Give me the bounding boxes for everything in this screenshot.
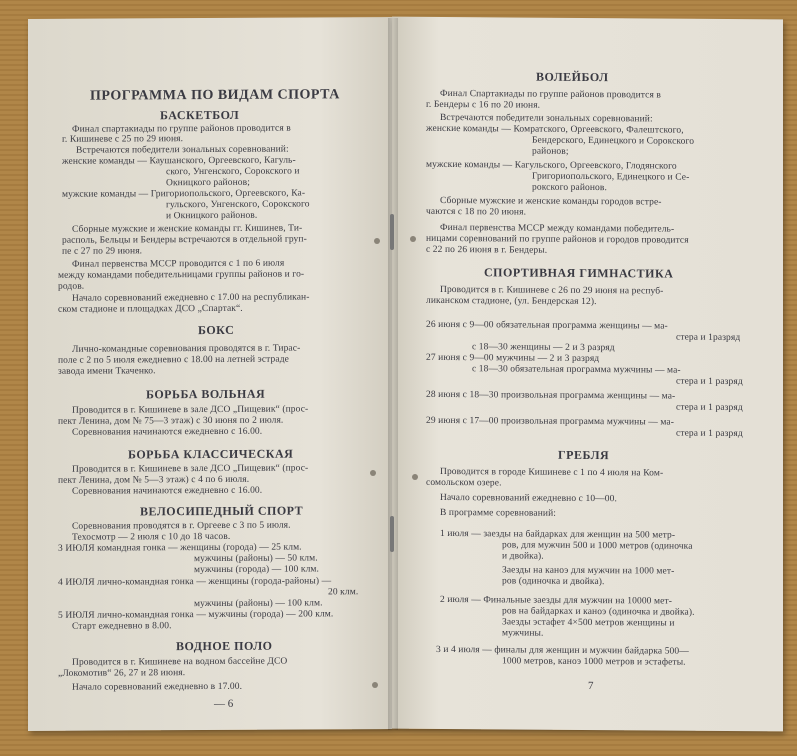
- freestyle-wrestling-line: пект Ленина, дом № 75—3 этаж) с 30 июня по 2 июля.: [58, 415, 284, 427]
- basketball-line: мужские команды — Григориопольского, Оргеевского, Ка-: [62, 188, 306, 200]
- basketball-line: женские команды — Каушанского, Оргеевского, Кагуль-: [62, 155, 296, 167]
- punch-hole: [372, 682, 378, 688]
- gymnastics-line: 28 июня с 18—30 произвольная программа женщины — ма-: [426, 389, 676, 402]
- gymnastics-line: 27 июня с 9—00 мужчины — 2 и 3 разряд: [426, 352, 600, 365]
- gymnastics-line: стера и 1 разряд: [676, 376, 743, 388]
- water-polo-heading: ВОДНОЕ ПОЛО: [176, 638, 273, 654]
- water-polo-line: Проводится в г. Кишиневе на водном бассейне ДСО: [72, 656, 288, 668]
- staple: [390, 516, 394, 552]
- cycling-line: 4 ИЮЛЯ лично-командная гонка — женщины (города-районы) —: [58, 576, 332, 588]
- rowing-line: В программе соревнований:: [440, 507, 556, 519]
- rowing-line: сомольском озере.: [426, 477, 502, 489]
- punch-hole: [374, 238, 380, 244]
- basketball-line: ском стадионе и площадках ДСО „Спартак“.: [58, 303, 243, 315]
- gymnastics-line: Проводится в г. Кишиневе с 26 по 29 июня на респуб-: [440, 284, 664, 297]
- staple: [390, 214, 394, 250]
- boxing-heading: БОКС: [198, 322, 235, 338]
- rowing-line: ров на байдарках и каноэ (одиночка и двойка).: [502, 606, 695, 618]
- basketball-line: Начало соревнований ежедневно с 17.00 на республикан-: [72, 292, 310, 304]
- classic-wrestling-line: Соревнования начинаются ежедневно с 16.00.: [72, 485, 263, 497]
- volleyball-line: чаются с 18 по 20 июня.: [426, 206, 527, 218]
- gymnastics-line: 29 июня с 17—00 произвольная программа мужчины — ма-: [426, 415, 675, 428]
- rowing-line: ров, для мужчин 500 и 1000 метров (одиночка: [502, 540, 693, 552]
- rowing-line: Начало соревнований ежедневно с 10—00.: [440, 492, 617, 505]
- rowing-line: Заезды на каноэ для мужчин на 1000 мет-: [502, 565, 675, 577]
- punch-hole: [410, 236, 416, 242]
- gymnastics-line: стера и 1 разряд: [676, 402, 743, 414]
- cycling-line: 3 ИЮЛЯ командная гонка — женщины (города) — 25 клм.: [58, 542, 302, 554]
- rowing-line: Проводится в городе Кишиневе с 1 по 4 июля на Ком-: [440, 466, 664, 479]
- volleyball-line: мужские команды — Кагульского, Оргеевского, Глодянского: [426, 159, 677, 172]
- classic-wrestling-line: Проводится в г. Кишиневе в зале ДСО „Пищевик“ (прос-: [72, 463, 309, 475]
- gymnastics-line: стера и 1 разряд: [676, 428, 743, 440]
- rowing-line: ров (одиночка и двойка).: [502, 576, 605, 588]
- basketball-line: гульского, Унгенского, Сорокского: [166, 199, 310, 211]
- gymnastics-line: с 18—30 женщины — 2 и 3 разряд: [472, 342, 615, 354]
- basketball-line: располь, Бельцы и Бендеры встречаются в отдельной груп-: [62, 234, 307, 246]
- volleyball-line: Бендерского, Единецкого и Сорокского: [532, 135, 695, 147]
- basketball-line: пе с 27 по 29 июня.: [62, 246, 143, 257]
- basketball-line: ского, Унгенского, Сорокского и: [166, 166, 300, 178]
- volleyball-line: ницами соревнований по группе районов и городов проводится: [426, 233, 689, 246]
- volleyball-line: Финал Спартакиады по группе районов проводится в: [440, 88, 661, 101]
- volleyball-line: женские команды — Комратского, Оргеевского, Фалештского,: [426, 123, 684, 136]
- volleyball-heading: ВОЛЕЙБОЛ: [536, 69, 609, 85]
- gymnastics-line: 26 июня с 9—00 обязательная программа женщины — ма-: [426, 319, 668, 332]
- rowing-line: 1000 метров, каноэ 1000 метров и эстафеты.: [502, 656, 686, 668]
- rowing-line: и двойка).: [502, 551, 544, 562]
- cycling-line: Техосмотр — 2 июля с 10 до 18 часов.: [72, 531, 231, 543]
- volleyball-line: г. Бендеры с 16 по 20 июня.: [426, 99, 541, 111]
- gymnastics-line: стера и 1разряд: [676, 332, 741, 344]
- cycling-line: Соревнования проводятся в г. Оргееве с 3 по 5 июля.: [72, 520, 291, 532]
- basketball-line: между командами победительницами группы районов и го-: [58, 269, 305, 281]
- basketball-line: родов.: [58, 281, 85, 292]
- cycling-line: мужчины (районы) — 100 клм.: [194, 598, 323, 610]
- boxing-line: поле с 2 по 5 июля ежедневно с 18.00 на летней эстраде: [58, 354, 289, 366]
- freestyle-wrestling-line: Проводится в г. Кишиневе в зале ДСО „Пищевик“ (прос-: [72, 404, 309, 416]
- water-polo-line: „Локомотив“ 26, 27 и 28 июня.: [58, 668, 186, 679]
- boxing-line: Лично-командные соревнования проводятся в г. Тирас-: [72, 343, 301, 355]
- basketball-line: Финал спартакиады по группе районов проводится в: [72, 123, 291, 135]
- punch-hole: [412, 474, 418, 480]
- boxing-line: завода имени Ткаченко.: [58, 366, 156, 377]
- volleyball-line: районов;: [532, 146, 569, 157]
- cycling-line: 5 ИЮЛЯ лично-командная гонка — мужчины (города) — 200 клм.: [58, 609, 334, 621]
- basketball-line: и Окницкого районов.: [166, 210, 258, 222]
- left-page: [28, 17, 392, 731]
- page-title: ПРОГРАММА ПО ВИДАМ СПОРТА: [90, 87, 340, 104]
- volleyball-line: с 22 по 26 июня в г. Бендеры.: [426, 244, 548, 256]
- gymnastics-heading: СПОРТИВНАЯ ГИМНАСТИКА: [484, 265, 674, 281]
- gymnastics-line: с 18—30 обязательная программа мужчины — ма-: [472, 364, 681, 376]
- cycling-line: 20 клм.: [328, 587, 359, 598]
- basketball-line: Финал первенства МССР проводится с 1 по 6 июля: [72, 258, 285, 270]
- basketball-line: Сборные мужские и женские команды гг. Кишинев, Ти-: [72, 223, 303, 235]
- classic-wrestling-line: пект Ленина, дом № 5—3 этаж) с 4 по 6 июля.: [58, 474, 250, 486]
- cycling-line: Старт ежедневно в 8.00.: [72, 621, 172, 632]
- basketball-line: Окницкого районов;: [166, 177, 250, 189]
- punch-hole: [370, 470, 376, 476]
- volleyball-line: Сборные мужские и женские команды городов встре-: [440, 195, 662, 208]
- volleyball-line: рокского районов.: [532, 182, 607, 194]
- cycling-line: мужчины (районы) — 50 клм.: [194, 553, 318, 565]
- rowing-line: Заезды эстафет 4×500 метров женщины и: [502, 617, 675, 629]
- basketball-line: г. Кишиневе с 25 по 29 июня.: [62, 134, 184, 145]
- basketball-heading: БАСКЕТБОЛ: [160, 107, 240, 123]
- freestyle-wrestling-heading: БОРЬБА ВОЛЬНАЯ: [146, 386, 266, 402]
- volleyball-line: Встречаются победители зональных соревнований:: [440, 112, 653, 125]
- booklet-spread: [28, 18, 783, 730]
- basketball-line: Встречаются победители зональных соревнований:: [76, 144, 289, 156]
- rowing-line: 1 июля — заезды на байдарках для женщин на 500 метр-: [440, 528, 676, 541]
- volleyball-line: Финал первенства МССР между командами победитель-: [440, 222, 675, 235]
- cycling-heading: ВЕЛОСИПЕДНЫЙ СПОРТ: [140, 503, 304, 519]
- cycling-line: мужчины (города) — 100 клм.: [194, 564, 319, 576]
- rowing-line: 2 июля — Финальные заезды для мужчин на 10000 мет-: [440, 594, 672, 607]
- gymnastics-line: ликанском стадионе, (ул. Бендерская 12).: [426, 295, 597, 308]
- right-page: [392, 17, 783, 732]
- freestyle-wrestling-line: Соревнования начинаются ежедневно с 16.00.: [72, 426, 263, 438]
- booklet-spine: [388, 18, 398, 730]
- rowing-line: 3 и 4 июля — финалы для женщин и мужчин байдарка 500—: [436, 644, 689, 657]
- classic-wrestling-heading: БОРЬБА КЛАССИЧЕСКАЯ: [128, 446, 294, 462]
- volleyball-line: Григориопольского, Единецкого и Се-: [532, 171, 690, 183]
- page-number: 7: [588, 680, 594, 693]
- water-polo-line: Начало соревнований ежедневно в 17.00.: [72, 681, 243, 693]
- rowing-heading: ГРЕБЛЯ: [558, 447, 610, 463]
- page-number: — 6: [214, 697, 234, 710]
- rowing-line: мужчины.: [502, 628, 544, 639]
